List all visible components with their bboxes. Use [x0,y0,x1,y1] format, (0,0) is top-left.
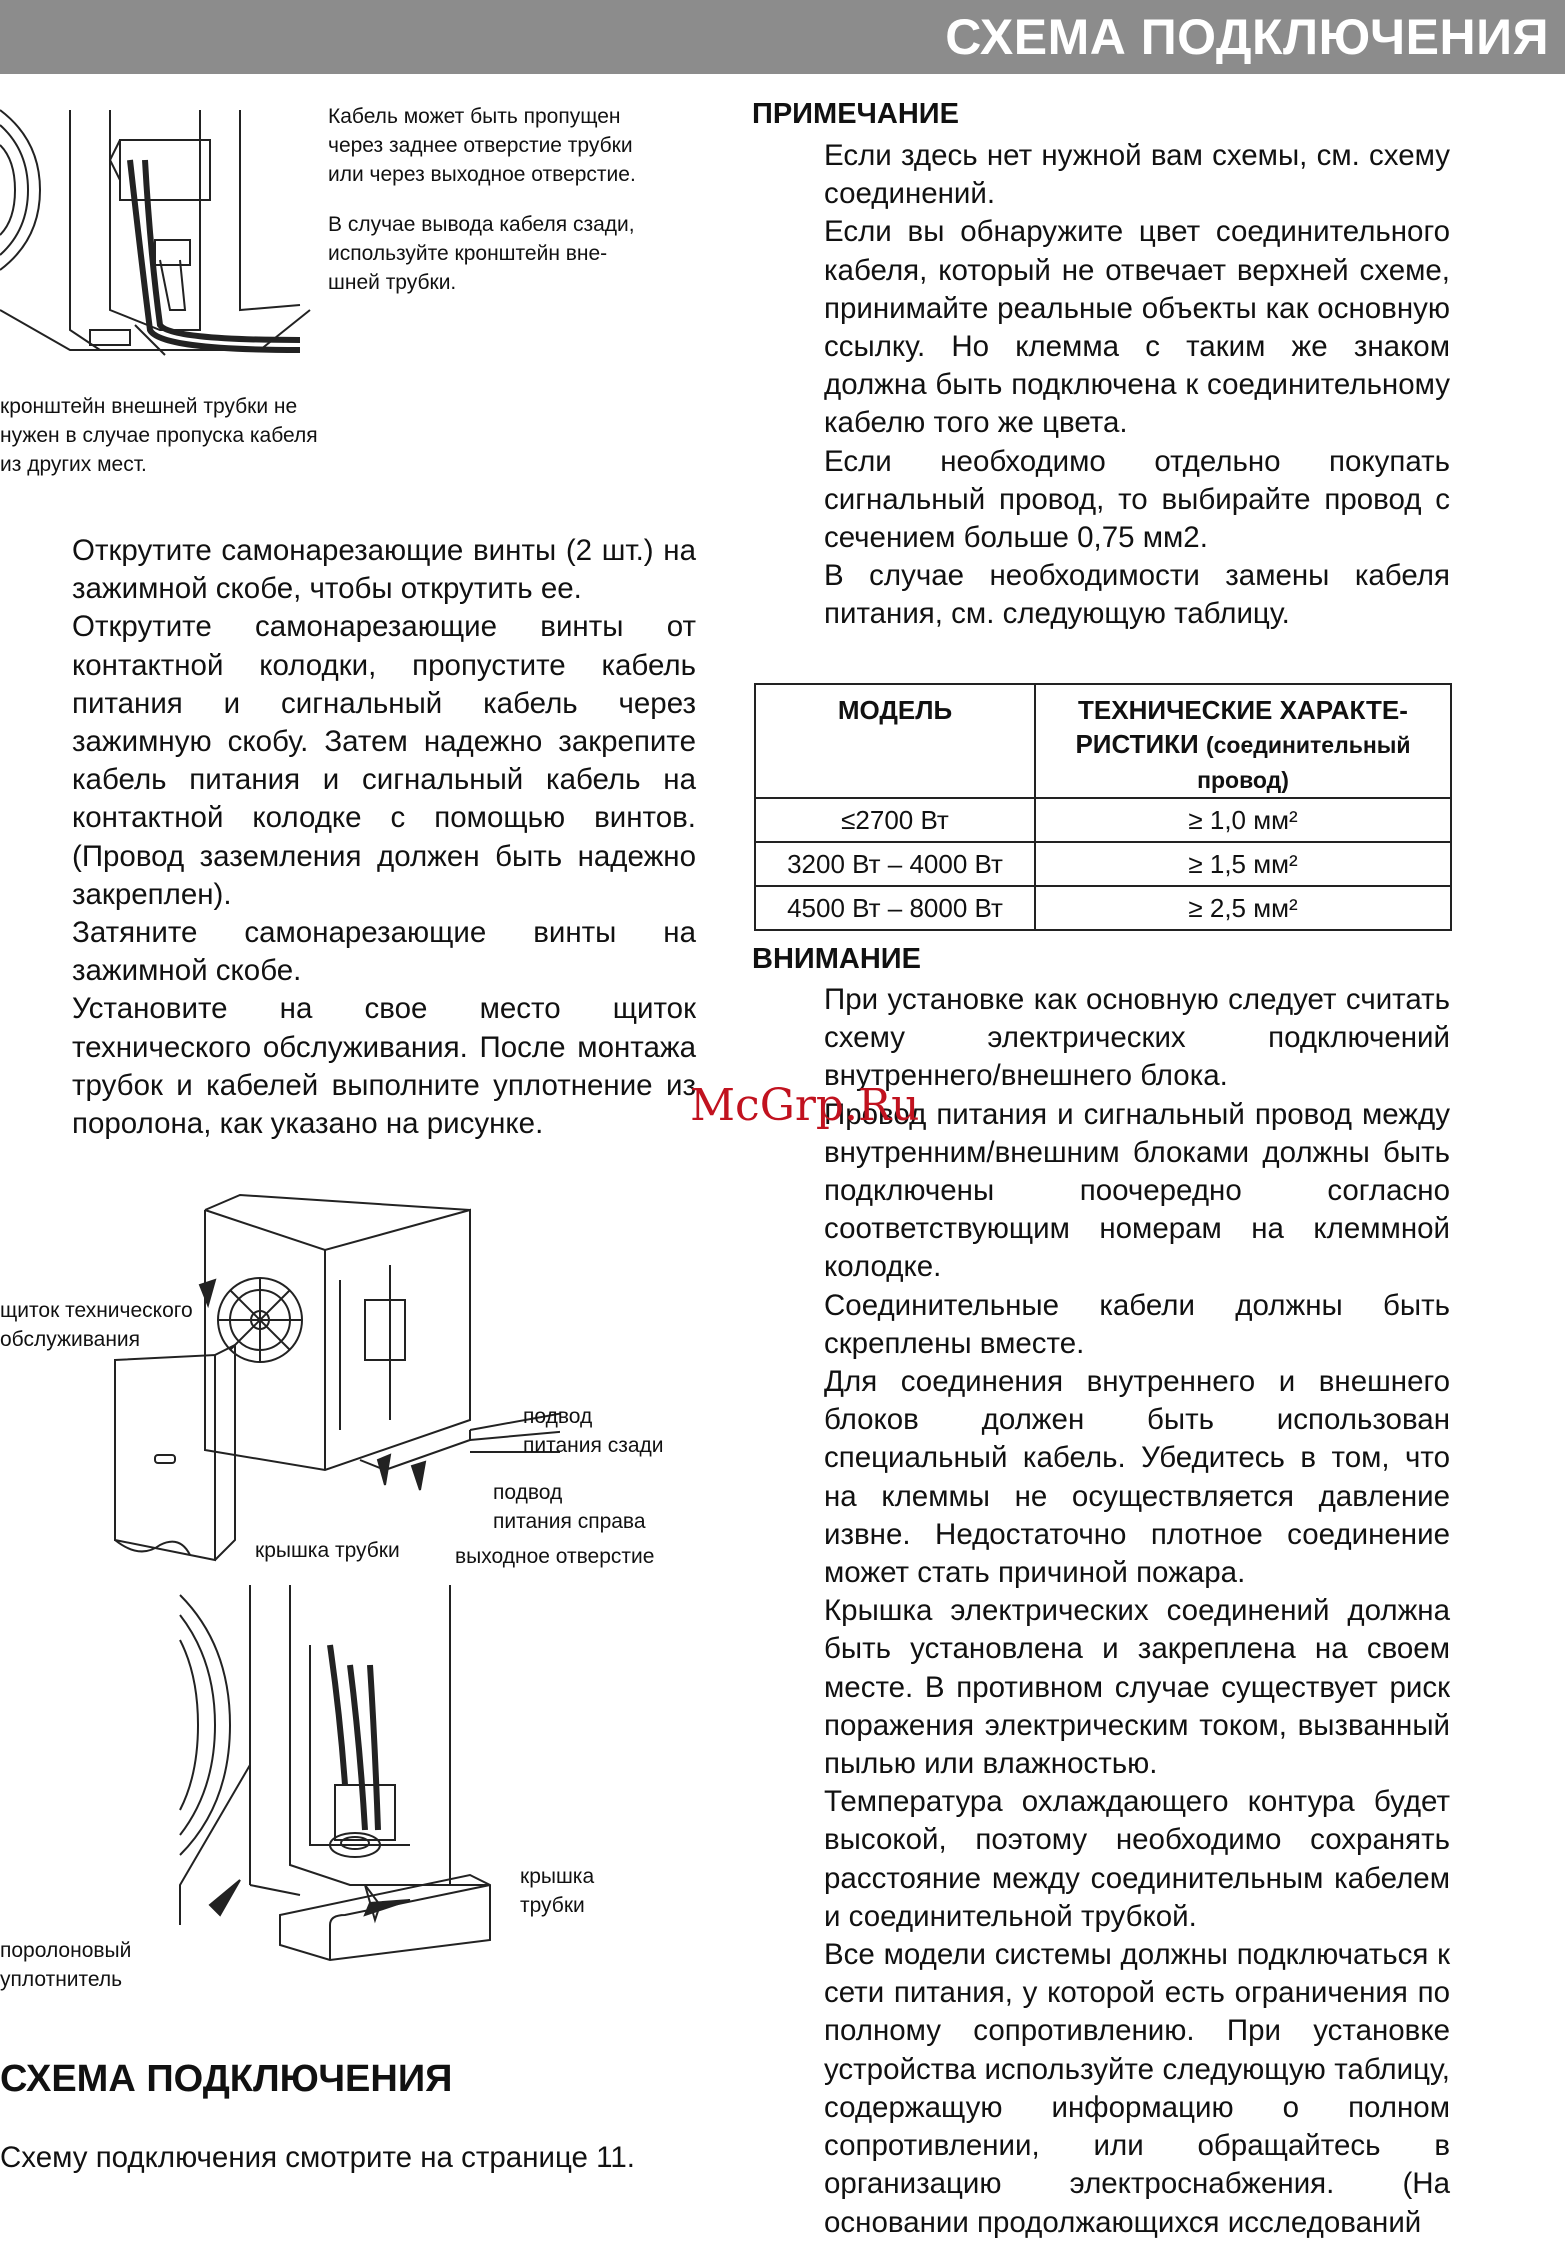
table-header-spec: ТЕХНИЧЕСКИЕ ХАРАКТЕ- РИСТИКИ (соединительный провод) [1035,684,1451,798]
page-title: СХЕМА ПОДКЛЮЧЕНИЯ [945,9,1549,65]
caution-paragraph: Для соединения внутреннего и внешнего блоков должен быть использован специальный кабель. Убедитесь в том, что на клеммы не осуществляется давление извне. Недостаточно плотное соединение может стать причиной пожара. [824,1365,1450,1590]
note-paragraph: Если здесь нет нужной вам схемы, см. схему соединений. [824,139,1450,211]
table-header-model: МОДЕЛЬ [755,684,1035,798]
label-right-supply: подвод питания справа [493,1481,646,1533]
label-pipe-cover-2: крышка трубки [520,1865,595,1917]
label-foam-seal: поролоновый уплотнитель [0,1939,132,1991]
instruction-2: Открутите самонарезающие винты от контактной колодки, пропустите кабель питания и сигнальный кабель через зажимную скобу. Затем надежно закрепите кабель питания и сигнальный кабель на контактной колодке с помощью винтов. (Провод заземления должен быть надежно закреплен). [72,610,696,911]
table-row: ≤2700 Вт ≥ 1,0 мм² [755,798,1451,842]
caution-paragraph: Соединительные кабели должны быть скреплены вместе. [824,1288,1450,1360]
caution-paragraph: При установке как основную следует считать схему электрических подключений внутреннего/внешнего блока. [824,983,1450,1093]
caution-paragraph: Провод питания и сигнальный провод между внутренним/внешним блоками должны быть подключены поочередно согласно соответствующим номерам на клеммной колодке. [824,1097,1450,1284]
caution-paragraph: Все модели системы должны подключаться к сети питания, у которой есть ограничения по полному сопротивлению. При установке устройства используйте следующую таблицу, содержащую информацию о полном сопротивлении, или обращайтесь в организацию электроснабжения. (На основании продолжающихся исследований [824,1938,1450,2239]
note-paragraph: Если необходимо отдельно покупать сигнальный провод, то выбирайте провод с сечением больше 0,75 мм2. [824,444,1450,555]
figure-service-panel [100,1190,560,1570]
caution-paragraph: Крышка электрических соединений должна быть установлена и закреплена на своем месте. В противном случае существует риск поражения электрическим током, вызванный пылью или влажностью. [824,1594,1450,1781]
figure-cable-routing [0,100,320,390]
label-service-panel: щиток технического обслуживания [0,1299,193,1351]
left-instructions [72,532,696,1143]
section-title: СХЕМА ПОДКЛЮЧЕНИЯ [0,2058,453,2100]
caption-rear-exit: В случае вывода кабеля сзади, используйте кронштейн вне- шней трубки. [328,213,635,294]
caution-title: ВНИМАНИЕ [752,943,921,975]
caution-paragraph: Температура охлаждающего контура будет высокой, поэтому необходимо сохранять расстояние между соединительным кабелем и соединительной трубкой. [824,1785,1450,1933]
note-paragraph: В случае необходимости замены кабеля питания, см. следующую таблицу. [824,559,1450,631]
note-paragraph: Если вы обнаружите цвет соединительного кабеля, который не отвечает верхней схеме, принимайте реальные объекты как основную ссылку. Но клемма с таким же знаком должна быть подключена к соединительному кабелю того же цвета. [824,215,1450,440]
watermark: McGrp.Ru [690,1080,920,1131]
label-pipe-cover: крышка трубки [255,1539,400,1562]
caption-bracket: кронштейн внешней трубки не нужен в случае пропуска кабеля из других мест. [0,395,318,476]
note-title: ПРИМЕЧАНИЕ [752,98,959,130]
figure-foam-seal [150,1585,530,1965]
note-body [824,137,1450,634]
table-row: 4500 Вт – 8000 Вт ≥ 2,5 мм² [755,886,1451,930]
label-outlet: выходное отверстие [455,1545,655,1568]
instruction-4: Установите на свое место щиток технического обслуживания. После монтажа трубок и кабелей выполните уплотнение из поролона, как указано на рисунке. [72,992,696,1141]
label-rear-supply: подвод питания сзади [523,1405,664,1457]
table-row: 3200 Вт – 4000 Вт ≥ 1,5 мм² [755,842,1451,886]
section-text: Схему подключения смотрите на странице 11. [0,2141,635,2174]
caution-body [824,981,1450,2242]
cable-spec-table [754,683,1452,931]
instruction-3: Затяните самонарезающие винты на зажимной скобе. [72,916,696,988]
instruction-1: Открутите самонарезающие винты (2 шт.) на зажимной скобе, чтобы открутить ее. [72,534,696,606]
caption-cable-pass: Кабель может быть пропущен через заднее отверстие трубки или через выходное отверстие. [328,105,636,186]
